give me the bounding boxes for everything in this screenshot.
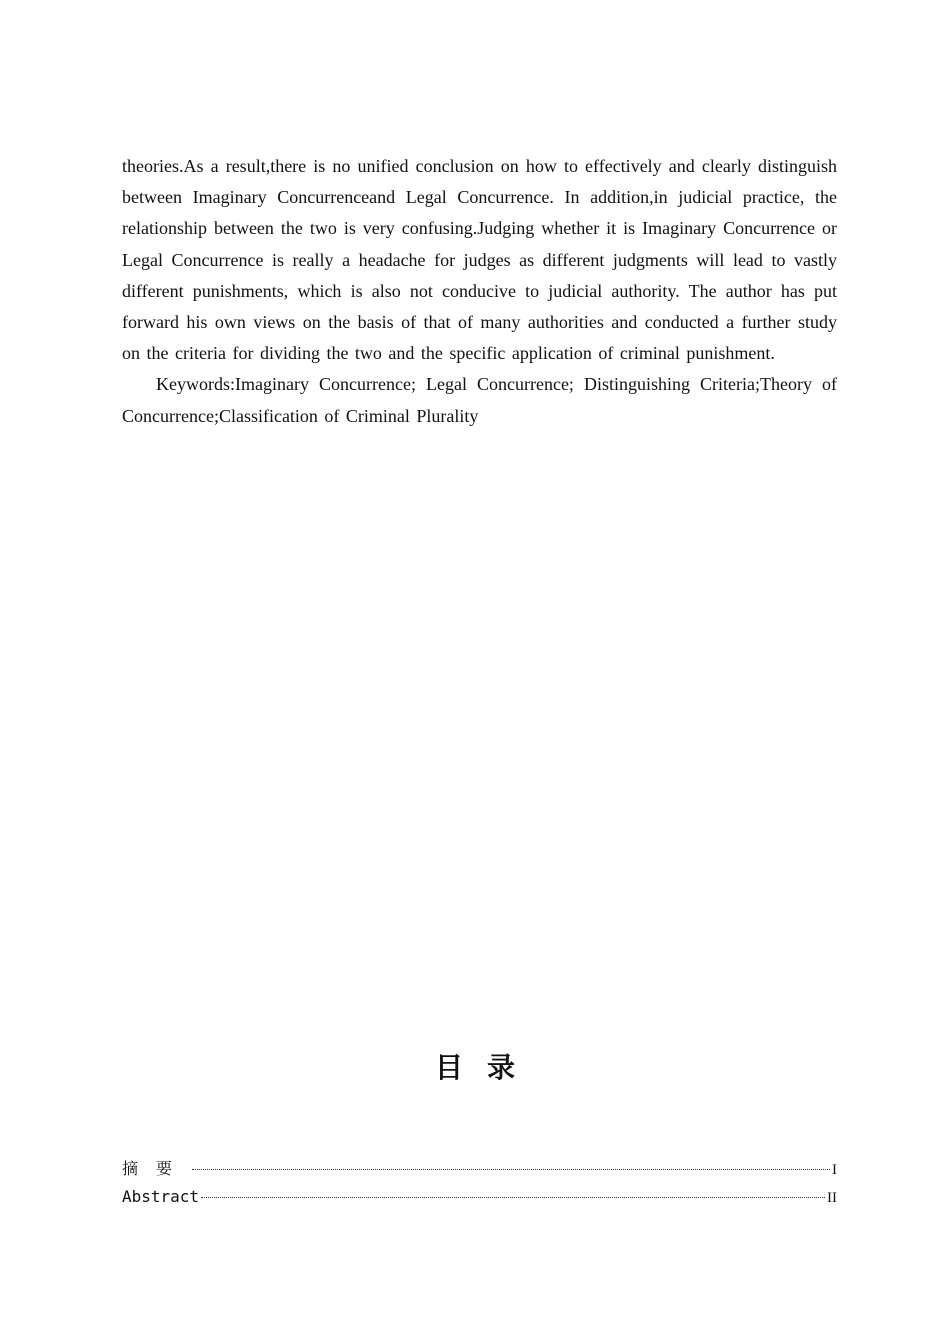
abstract-paragraph: theories.As a result,there is no unified conclusion on how to effectively and clearly distinguish between Imaginary Concurrenceand Legal Concurrence. In addition,in judicial practice, the relationship between the two is very confusing.Judging whether it is Imaginary Concurrence or Legal Concurrence is really a headache for judges as different judgments will lead to vastly different punishments, which is also not conducive to judicial authority. The author has put forward his own views on the basis of that of many authorities and conducted a further study on the criteria for dividing the two and the specific application of criminal punishment. (122, 156, 837, 364)
toc-entry-label: Abstract (122, 1187, 200, 1206)
toc-entry-abstract-cn[interactable] (122, 1156, 837, 1187)
table-of-contents (122, 1156, 837, 1218)
toc-dot-leader (192, 1169, 830, 1170)
toc-dot-leader (201, 1197, 825, 1198)
toc-entry-abstract-en[interactable] (122, 1187, 837, 1218)
abstract-section (122, 151, 837, 432)
abstract-keywords: Keywords:Imaginary Concurrence; Legal Concurrence; Distinguishing Criteria;Theory of Concurrence;Classification of Criminal Plurality (122, 374, 837, 426)
toc-title: 目录 (434, 1051, 539, 1084)
toc-entry-label: 摘要 (122, 1159, 191, 1178)
toc-entry-page-number: II (827, 1190, 837, 1206)
toc-entry-page-number: I (832, 1162, 837, 1178)
